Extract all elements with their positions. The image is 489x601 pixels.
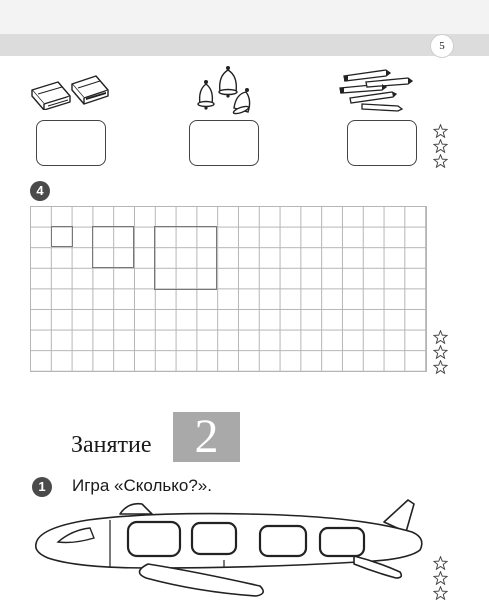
bells-icon [190,64,265,116]
star-icon[interactable] [433,360,448,374]
sample-square-small [51,226,73,247]
pencils-icon [336,66,416,112]
airplane-icon [28,498,432,600]
page-number: 5 [430,34,454,58]
star-icon[interactable] [433,330,448,344]
books-icon [28,70,113,110]
rating-stars[interactable] [433,330,449,375]
answer-box-pencils[interactable] [347,120,417,166]
task-number-4: 4 [30,181,50,201]
answer-box-books[interactable] [36,120,106,166]
star-icon[interactable] [433,124,448,138]
task-number-1: 1 [32,477,52,497]
star-icon[interactable] [433,556,448,570]
star-icon[interactable] [433,139,448,153]
rating-stars[interactable] [433,556,449,601]
game-title: Игра «Сколько?». [72,476,212,495]
star-icon[interactable] [433,571,448,585]
header-bar [0,34,489,56]
rating-stars[interactable] [433,124,449,169]
lesson-number-badge: 2 [173,412,240,462]
star-icon[interactable] [433,345,448,359]
top-band [0,0,489,34]
answer-box-bells[interactable] [189,120,259,166]
star-icon[interactable] [433,154,448,168]
star-icon[interactable] [433,586,448,600]
drawing-grid[interactable] [30,206,427,372]
lesson-title: Занятие [71,432,152,458]
sample-square-medium [92,226,134,268]
sample-square-large [154,226,217,290]
